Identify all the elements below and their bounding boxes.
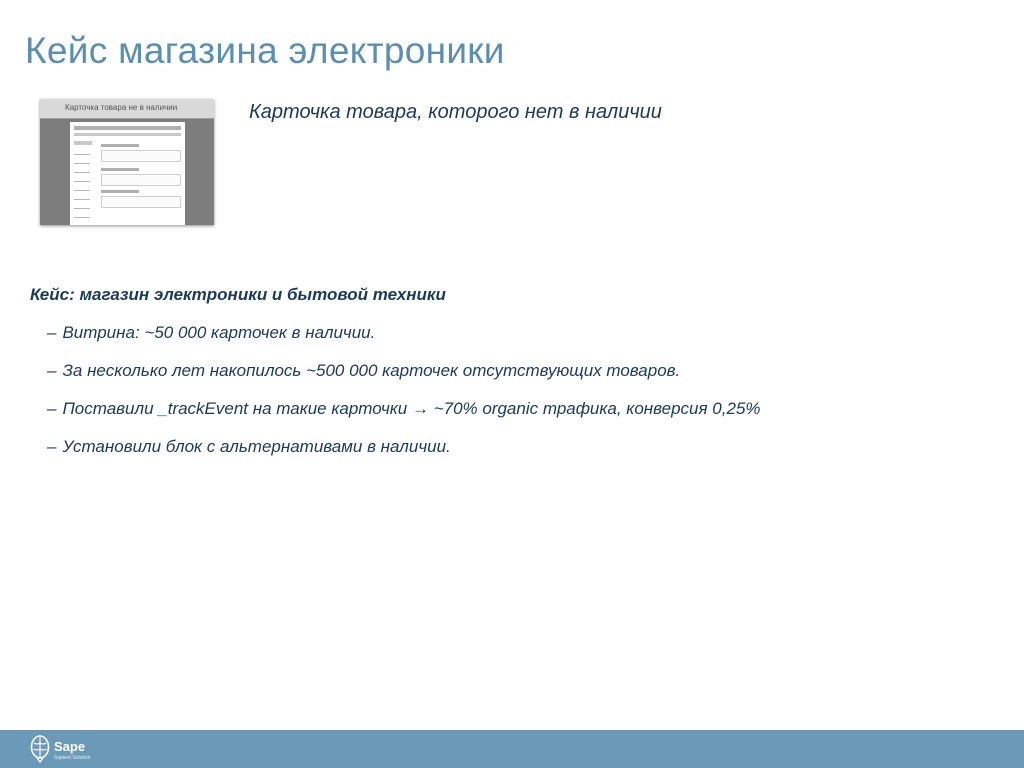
thumbnail-sidebar-line bbox=[74, 154, 90, 155]
dash-bullet: – bbox=[47, 361, 57, 380]
thumbnail-top-bar bbox=[74, 126, 181, 130]
thumbnail-sidebar-line bbox=[74, 181, 90, 182]
slide-subtitle: Карточка товара, которого нет в наличии bbox=[249, 101, 662, 123]
case-item bbox=[30, 358, 761, 384]
case-item-text: Витрина: ~50 000 карточек в наличии. bbox=[62, 323, 376, 342]
case-heading: Кейс: магазин электроники и бытовой техники bbox=[30, 285, 446, 304]
case-item-text: Установили блок с альтернативами в наличии. bbox=[62, 437, 451, 456]
sape-logo bbox=[30, 735, 110, 765]
thumbnail-sidebar-line bbox=[74, 199, 90, 200]
logo-text: Sape bbox=[54, 739, 86, 754]
case-item bbox=[30, 396, 761, 422]
slide-title: Кейс магазина электроники bbox=[25, 30, 505, 71]
thumbnail-block-heading bbox=[101, 190, 139, 193]
thumbnail-block bbox=[101, 174, 181, 186]
logo-subtext: Sapient Solution bbox=[54, 755, 91, 761]
thumbnail-block-heading bbox=[101, 144, 139, 147]
thumbnail-caption: Карточка товара не в наличии bbox=[65, 103, 178, 112]
case-item-text: За несколько лет накопилось ~500 000 карточек отсутствующих товаров. bbox=[62, 361, 681, 380]
thumbnail-block-heading bbox=[101, 168, 139, 171]
thumbnail-block bbox=[101, 196, 181, 208]
dash-bullet: – bbox=[47, 323, 57, 342]
thumbnail-block bbox=[101, 150, 181, 162]
thumbnail-sidebar-line bbox=[74, 190, 90, 191]
thumbnail-header bbox=[40, 99, 214, 119]
case-item bbox=[30, 434, 761, 460]
brain-icon bbox=[30, 735, 50, 763]
dash-bullet: – bbox=[47, 399, 57, 418]
thumbnail-sidebar-line bbox=[74, 208, 90, 209]
thumbnail-nav-bar bbox=[74, 133, 181, 136]
dash-bullet: – bbox=[47, 437, 57, 456]
case-item bbox=[30, 320, 761, 346]
thumbnail-sidebar-line bbox=[74, 217, 90, 218]
case-list bbox=[30, 282, 761, 460]
thumbnail-page bbox=[70, 122, 185, 225]
thumbnail-sidebar-heading bbox=[74, 141, 92, 145]
thumbnail-sidebar-line bbox=[74, 163, 90, 164]
product-card-thumbnail bbox=[40, 99, 214, 225]
footer-bar bbox=[0, 730, 1024, 768]
case-item-text: Поставили _trackEvent на такие карточки → ~70% organic трафика, конверсия 0,25% bbox=[62, 399, 761, 418]
thumbnail-sidebar-line bbox=[74, 172, 90, 173]
